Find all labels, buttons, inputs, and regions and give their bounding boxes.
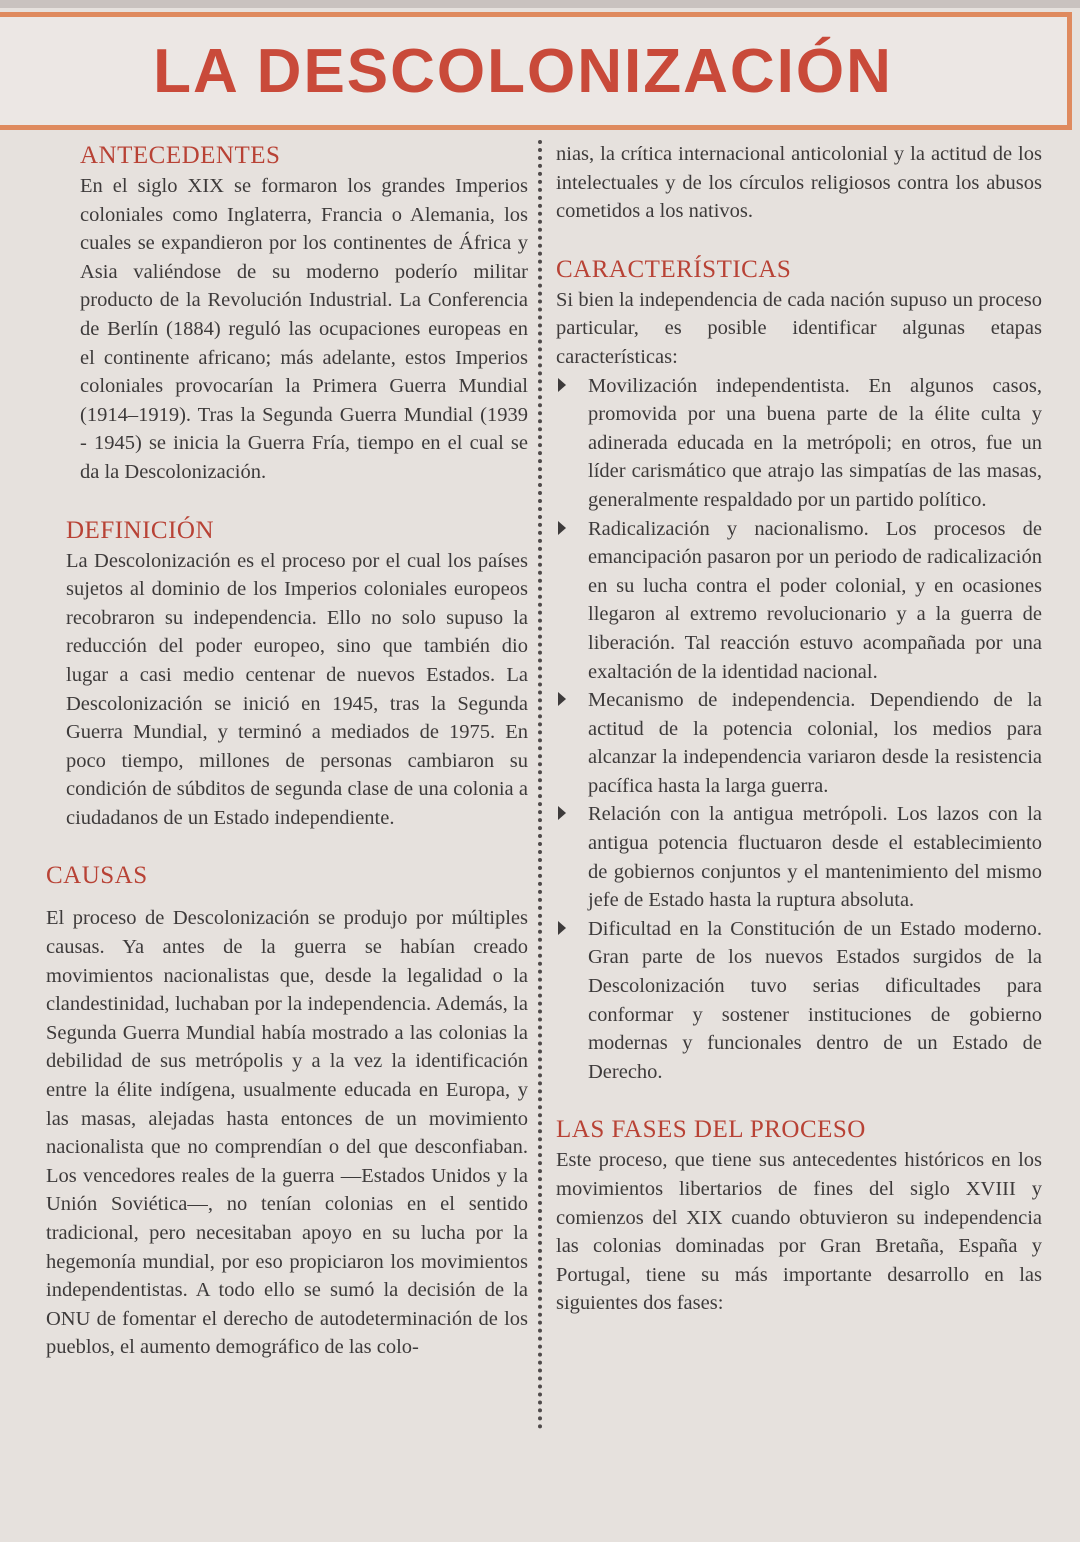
list-item (556, 915, 1042, 1087)
section-text-causas-continuation: nias, la crítica internacional anticolonial y la actitud de los intelectuales y de los círculos religiosos contra los abusos cometidos a los nativos. (556, 143, 1042, 223)
list-item-text: Radicalización y nacionalismo. Los procesos de emancipación pasaron por un periodo de radicalización en su lucha contra el poder colonial, y en ocasiones llegaron al extremo revolucionario y a la guerra de liberación. Tal reacción estuvo acompañada por una exaltación de la identidad nacional. (588, 517, 1042, 683)
column-divider (538, 140, 542, 1430)
bullet-triangle-icon (558, 692, 566, 706)
list-item-text: Mecanismo de independencia. Dependiendo de la actitud de la potencia colonial, los medios para alcanzar la independencia variaron desde la resistencia pacífica hasta la larga guerra. (588, 689, 1042, 797)
list-item (556, 800, 1042, 914)
section-fases (556, 1114, 1042, 1318)
section-text-fases: Este proceso, que tiene sus antecedentes históricos en los movimientos libertarios de fines del siglo XVIII y comienzos del XIX cuando obtuvieron su independencia las colonias dominadas por Gran Bretaña, España y Portugal, tiene su más importante desarrollo en las siguientes dos fases: (556, 1149, 1042, 1315)
list-item (556, 372, 1042, 515)
list-item-text: Movilización independentista. En algunos casos, promovida por una buena parte de la élite culta y adinerada educada en la metrópoli; en otros, fue un líder carismático que atrajo las simpatías de las masas, generalmente respaldado por un partido político. (588, 374, 1042, 511)
section-antecedentes (30, 140, 528, 487)
characteristics-list (556, 372, 1042, 1087)
right-column (556, 140, 1042, 1346)
bullet-triangle-icon (558, 521, 566, 535)
bullet-triangle-icon (558, 921, 566, 935)
section-text-causas: El proceso de Descolonización se produjo por múltiples causas. Ya antes de la guerra se habían creado movimientos nacionalistas que, desde la legalidad o la clandestinidad, luchaban por la independencia. Además, la Segunda Guerra Mundial había mostrado a las colonias la debilidad de sus metrópolis y a la vez la identificación entre la élite indígena, usualmente educada en Europa, y las masas, alejadas hasta entonces de un movimiento nacionalista que no comprendían o del que desconfiaban. Los vencedores reales de la guerra —Estados Unidos y la Unión Soviética—, no tenían colonias en el sentido tradicional, pero necesitaban apoyo en su lucha por la hegemonía mundial, por eso propiciaron los movimientos independentistas. A todo ello se sumó la decisión de la ONU de fomentar el derecho de autodeterminación de los pueblos, el aumento demográfico de las colo- (46, 907, 528, 1359)
section-text-antecedentes: En el siglo XIX se formaron los grandes Imperios coloniales como Inglaterra, Francia o Alemania, los cuales se expandieron por los continentes de África y Asia valiéndose de su moderno poderío militar producto de la Revolución Industrial. La Conferencia de Berlín (1884) reguló las ocupaciones europeas en el continente africano; más adelante, estos Imperios coloniales provocarían la Primera Guerra Mundial (1914–1919). Tras la Segunda Guerra Mundial (1939 - 1945) se inicia la Guerra Fría, tiempo en el cual se da la Descolonización. (80, 175, 528, 483)
section-causas (30, 860, 528, 1362)
page-top-edge (0, 0, 1080, 8)
list-item (556, 515, 1042, 687)
list-item-text: Relación con la antigua metrópoli. Los lazos con la antigua potencia fluctuaron desde el establecimiento de gobiernos conjuntos y el mantenimiento del mismo jefe de Estado hasta la ruptura absoluta. (588, 803, 1042, 912)
section-heading-caracteristicas: CARACTERÍSTICAS (556, 255, 792, 283)
causas-continuation (556, 140, 1042, 226)
section-heading-fases: LAS FASES DEL PROCESO (556, 1116, 866, 1144)
section-heading-definicion: DEFINICIÓN (66, 516, 215, 544)
section-heading-causas: CAUSAS (46, 862, 148, 890)
list-item-text: Dificultad en la Constitución de un Estado moderno. Gran parte de los nuevos Estados surgidos de la Descolonización tuvo serias dificultades para conformar y sostener instituciones de gobierno modernas y funcionales dentro de un Estado de Derecho. (588, 917, 1042, 1083)
section-text-definicion: La Descolonización es el proceso por el cual los países sujetos al dominio de los Imperios coloniales europeos recobraron su independencia. Ello no solo supuso la reducción del poder europeo, sino que también dio lugar a casi medio centenar de nuevos Estados. La Descolonización se inició en 1945, tras la Segunda Guerra Mundial, y terminó a mediados de 1975. En poco tiempo, millones de personas cambiaron su condición de súbditos de segunda clase de una colonia a ciudadanos de un Estado independiente. (66, 549, 528, 829)
section-heading-antecedentes: ANTECEDENTES (80, 142, 281, 169)
section-caracteristicas (556, 254, 1042, 1087)
list-item (556, 686, 1042, 800)
section-intro-caracteristicas: Si bien la independencia de cada nación supuso un proceso particular, es posible identificar algunas etapas características: (556, 288, 1042, 368)
bullet-triangle-icon (558, 378, 566, 392)
bullet-triangle-icon (558, 806, 566, 820)
title-banner (0, 12, 1072, 130)
left-column (30, 140, 528, 1390)
page-title: LA DESCOLONIZACIÓN (153, 36, 893, 106)
section-definicion (30, 515, 528, 833)
